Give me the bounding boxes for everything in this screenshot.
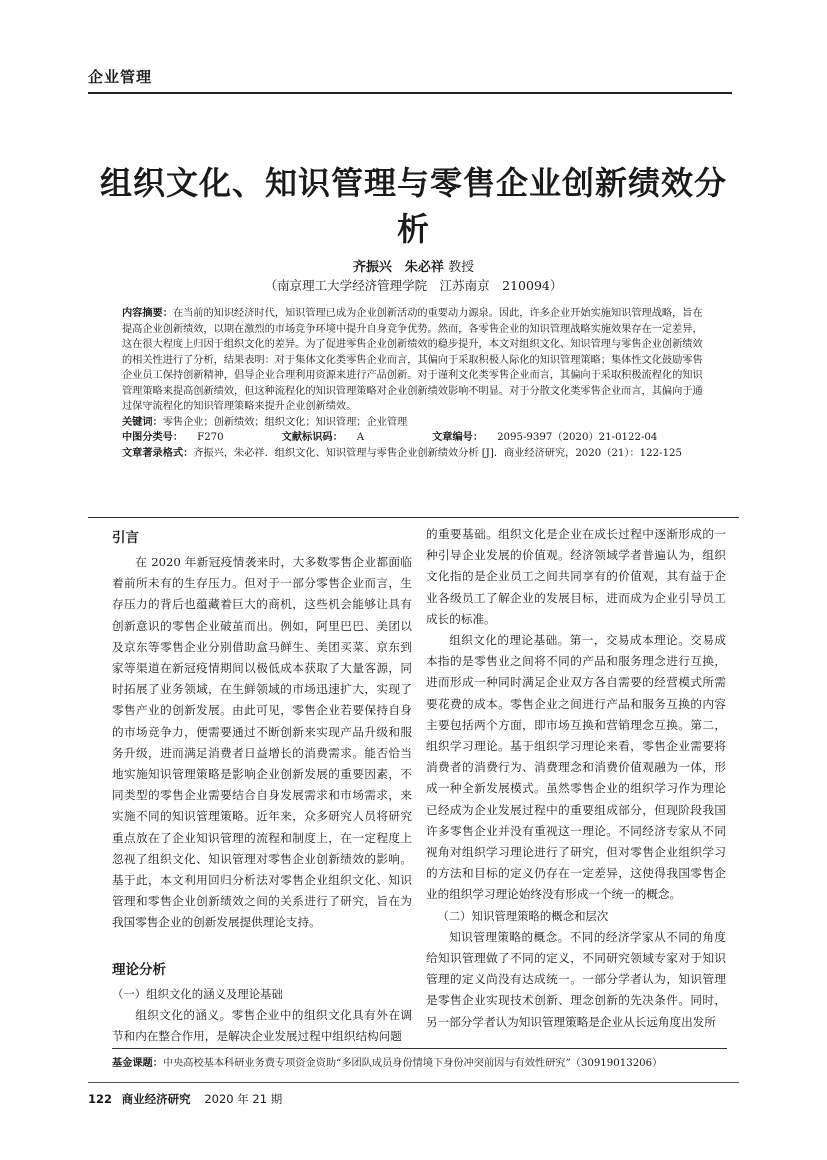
author-title: 教授 [448,260,475,275]
clc-value: F270 [197,432,224,443]
abstract-label: 内容摘要： [122,308,173,319]
author-line [88,256,739,275]
top-rule [88,92,732,94]
doc-code-value: A [356,432,365,443]
intro-heading: 引言 [112,530,139,546]
citation-text: 齐振兴，朱必祥．组织文化、知识管理与零售企业创新绩效分析 [J]．商业经济研究，2020（21）：122-125 [193,447,683,459]
article-no-label: 文章编号： [432,432,484,443]
footnote-divider [112,1048,727,1049]
culture-theory-paragraph: 组织文化的理论基础。第一，交易成本理论。交易成本指的是零售业之间将不同的产品和服务理念进行互换，进而形成一种同时满足企业双方各自需要的经营模式所需要花费的成本。零售企业之间进行产品和服务互换的内容主要包括两个方面，即市场互换和营销理念互换。第二，组织学习理论。基于组织学习理论来看，零售企业需要将消费者的消费行为、消费理念和消费价值观融为一体，形成一种全新发展模式。虽然零售企业的组织学习作为理论已经成为企业发展过程中的重要组成部分，但现阶段我国许多零售企业并没有重视这一理论。不同经济专家从不同视角对组织学习理论进行了研究，但对零售企业组织学习的方法和目标的定义仍存在一定差异，这使得我国零售企业的组织学习理论始终没有形成一个统一的概念。 [426,633,726,902]
journal-name: 商业经济研究 [121,1092,191,1106]
classification-row [122,430,707,446]
intro-paragraph: 在 2020 年新冠疫情袭来时，大多数零售企业都面临着前所未有的生存压力。但对于一部分零售企业而言，生存压力的背后也蕴藏着巨大的商机，这些机会能够让具有创新意识的零售企业破茧而出。例如，阿里巴巴、美团以及京东等零售企业分别借助盒马鲜生、美团买菜、京东到家等渠道在新冠疫情期间以极低成本获取了大量客源，同时拓展了业务领域，在生鲜领域的市场迅速扩大，实现了零售产业的创新发展。由此可见，零售企业若要保持自身的市场竞争力，便需要通过不断创新来实现产品升级和服务升级，进而满足消费者日益增长的消费需求。能否恰当地实施知识管理策略是影响企业创新发展的重要因素，不同类型的零售企业需要结合自身发展需求和市场需求，来实施不同的知识管理策略。近年来，众多研究人员将研究重点放在了企业知识管理的流程和制度上，在一定程度上忽视了组织文化、知识管理对零售企业创新绩效的影响。基于此，本文利用回归分析法对零售企业组织文化、知识管理和零售企业创新绩效之间的关系进行了研究，旨在为我国零售企业的创新发展提供理论支持。 [112,555,412,930]
theory-heading: 理论分析 [112,961,166,978]
body-column-right [426,524,726,1033]
citation-format [122,446,707,462]
section-label: 企业管理 [88,68,153,86]
funding-text: 中央高校基本科研业务费专项资金资助“多团队成员身份情境下身份冲突前因与有效性研究”（30919013206） [162,1058,663,1069]
page-number: 122 [88,1092,113,1106]
keywords-label: 关键词： [122,416,163,428]
doc-code-label: 文献标识码： [281,432,343,443]
affiliation: （南京理工大学经济管理学院 江苏南京 210094） [264,278,563,293]
abstract-block [122,306,707,461]
abstract [122,306,707,415]
abstract-text: 在当前的知识经济时代，知识管理已成为企业创新活动的重要动力源泉。因此，许多企业开始实施知识管理战略，旨在提高企业创新绩效，以期在激烈的市场竞争环境中提升自身竞争优势。然而，各零售企业的知识管理战略实施效果存在一定差异，这在很大程度上归因于组织文化的差异。为了促进零售企业创新绩效的稳步提升，本文对组织文化、知识管理与零售企业创新绩效的相关性进行了分析，结果表明：对于集体文化类零售企业而言，其偏向于采取积极人际化的知识管理策略；集体性文化鼓励零售企业员工保持创新精神，倡导企业合理利用资源来进行产品创新。对于谨利文化类零售企业而言，其偏向于采取积极流程化的知识管理策略来提高创新绩效，但这种流程化的知识管理策略对企业创新绩效影响不明显。对于分散文化类零售企业而言，其偏向于通过保守流程化的知识管理策略来提升企业创新绩效。 [122,308,703,412]
page-footer [88,1091,282,1107]
culture-paragraph-continued: 的重要基础。组织文化是企业在成长过程中逐渐形成的一种引导企业发展的价值观。经济领域学者普遍认为，组织文化指的是企业员工之间共同享有的价值观，其有益于企业各级员工了解企业的发展目标，进而成为企业引导员工成长的标准。 [426,527,726,626]
citation-label: 文章著录格式： [122,447,194,459]
km-paragraph: 知识管理策略的概念。不同的经济学家从不同的角度给知识管理做了不同的定义，不同研究领域专家对于知识管理的定义尚没有达成统一。一部分学者认为，知识管理是零售企业实现技术创新、理念创新的先决条件。同时，另一部分学者认为知识管理策略是企业从长远角度出发所 [426,929,726,1029]
article-no-value: 2095-9397（2020）21-0122-04 [497,432,658,443]
culture-paragraph: 组织文化的涵义。零售企业中的组织文化具有外在调节和内在整合作用，是解决企业发展过程中组织结构问题 [112,1007,412,1044]
author-names: 齐振兴 朱必祥 [352,260,444,275]
issue-info: 2020 年 21 期 [204,1092,283,1106]
clc-label: 中图分类号： [122,432,184,443]
subsection-heading-2: （二）知识管理策略的概念和层次 [437,908,609,923]
funding-label: 基金课题： [112,1057,163,1069]
keywords-text: 零售企业；创新绩效；组织文化；知识管理；企业管理 [162,416,408,428]
abstract-divider [88,517,739,518]
keywords [122,415,707,431]
body-column-left [112,524,412,1047]
article-title: 组织文化、知识管理与零售企业创新绩效分析 [99,164,727,248]
footer-rule [88,1082,739,1083]
funding-note [112,1054,752,1069]
subsection-heading-1: （一）组织文化的涵义及理论基础 [112,986,283,1001]
